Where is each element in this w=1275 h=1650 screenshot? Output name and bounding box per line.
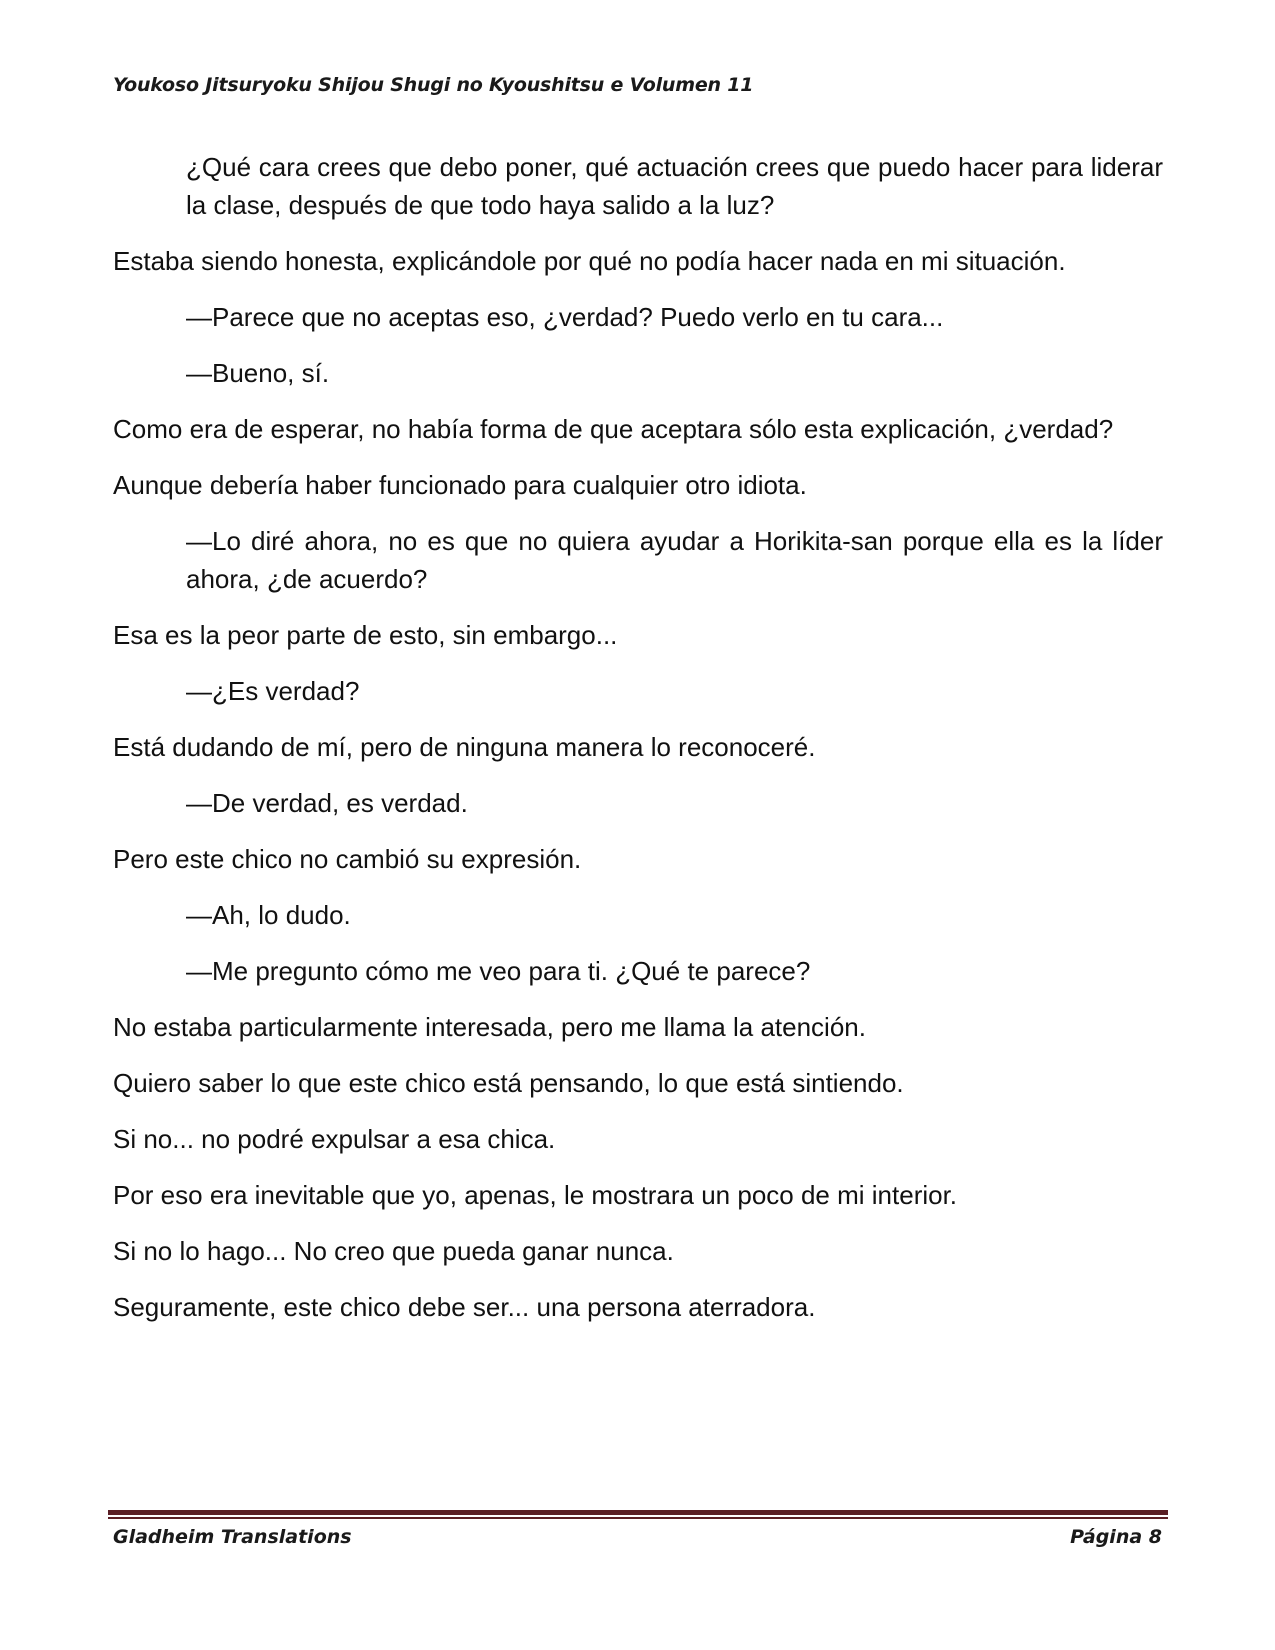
paragraph-narration: No estaba particularmente interesada, pero me llama la atención. [113,1012,866,1042]
paragraph-dialog: —De verdad, es verdad. [186,788,468,818]
paragraph-narration: Esa es la peor parte de esto, sin embargo... [113,620,618,650]
paragraph-dialog: ¿Qué cara crees que debo poner, qué actuación crees que puedo hacer para liderar la clase, después de que todo haya salido a la luz? [186,152,1163,220]
paragraph-dialog: —Lo diré ahora, no es que no quiera ayudar a Horikita-san porque ella es la líder ahora, ¿de acuerdo? [186,526,1163,594]
paragraph-narration: Si no... no podré expulsar a esa chica. [113,1124,556,1154]
footer-divider-thin [108,1517,1168,1519]
page-header-title: Youkoso Jitsuryoku Shijou Shugi no Kyoushitsu e Volumen 11 [113,74,754,96]
footer-divider-thick [108,1510,1168,1515]
paragraph-narration: Como era de esperar, no había forma de que aceptara sólo esta explicación, ¿verdad? [113,414,1114,444]
paragraph-dialog: —Parece que no aceptas eso, ¿verdad? Puedo verlo en tu cara... [186,302,944,332]
paragraph-narration: Si no lo hago... No creo que pueda ganar nunca. [113,1236,674,1266]
footer-publisher: Gladheim Translations [113,1526,352,1548]
paragraph-dialog: —Bueno, sí. [186,358,330,388]
paragraph-dialog: —Ah, lo dudo. [186,900,351,930]
paragraph-dialog: —Me pregunto cómo me veo para ti. ¿Qué te parece? [186,956,811,986]
footer-divider [108,1510,1168,1520]
paragraph-narration: Aunque debería haber funcionado para cualquier otro idiota. [113,470,807,500]
document-body [113,148,1163,1344]
paragraph-narration: Pero este chico no cambió su expresión. [113,844,582,874]
paragraph-narration: Por eso era inevitable que yo, apenas, le mostrara un poco de mi interior. [113,1180,958,1210]
paragraph-dialog: —¿Es verdad? [186,676,360,706]
paragraph-narration: Estaba siendo honesta, explicándole por qué no podía hacer nada en mi situación. [113,246,1066,276]
paragraph-narration: Está dudando de mí, pero de ninguna manera lo reconoceré. [113,732,816,762]
footer-page-number: Página 8 [1070,1526,1162,1548]
paragraph-narration: Seguramente, este chico debe ser... una persona aterradora. [113,1292,816,1322]
paragraph-narration: Quiero saber lo que este chico está pensando, lo que está sintiendo. [113,1068,904,1098]
